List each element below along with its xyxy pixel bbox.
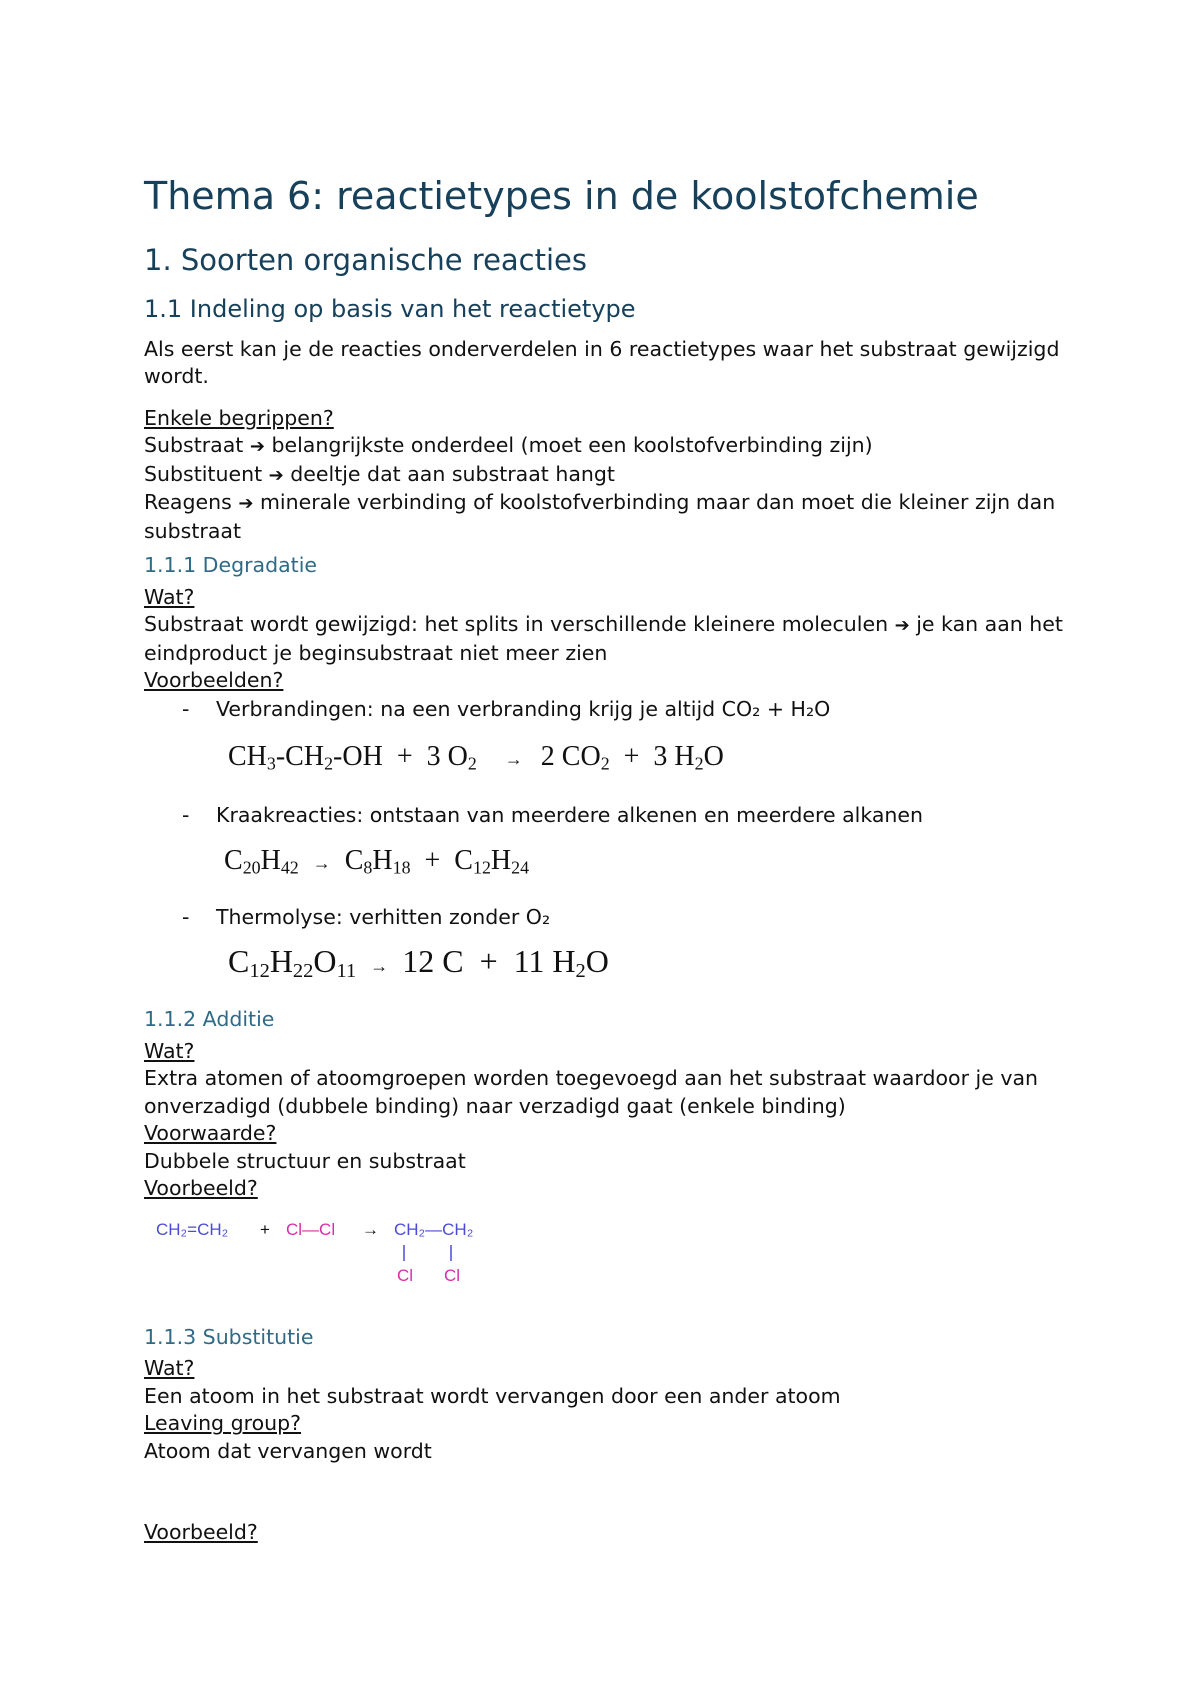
- degradatie-description: Substraat wordt gewijzigd: het splits in verschillende kleinere moleculen ➔ je kan aan het eindproduct je beginsubstraat niet meer zien: [144, 612, 1063, 665]
- document-content: [144, 174, 1074, 1547]
- plus-sign: +: [260, 1219, 270, 1239]
- begrippen-label: Enkele begrippen?: [144, 405, 334, 430]
- equation-cracking: $C_{20}H_{42} \to C_8H_{18} + C_{12}H_{24}$: [224, 844, 530, 878]
- wat-label: Wat?: [144, 1356, 195, 1381]
- addition-reaction-diagram: [154, 1213, 494, 1293]
- substitutie-description: Een atoom in het substraat wordt vervangen door een ander atoom: [144, 1383, 841, 1408]
- chlorine-atom: Cl: [397, 1265, 414, 1285]
- equation-combustion: $CH_3-CH_2-OH + 3$ $O_2 \to 2$ $CO_2 + 3$ $H_2O$: [228, 740, 724, 774]
- subsection-heading: 1.1 Indeling op basis van het reactietype: [144, 294, 636, 323]
- section-heading: 1. Soorten organische reacties: [144, 242, 588, 277]
- voorbeelden-label: Voorbeelden?: [144, 668, 284, 693]
- list-item: - Thermolyse: verhitten zonder O₂: [182, 904, 551, 929]
- heading-degradatie: 1.1.1 Degradatie: [144, 553, 317, 578]
- equation-thermolysis: $C_{12}H_{22}O_{11} \to 12$ C + 11 $H_2O$: [228, 942, 609, 983]
- product-chain: CH₂—CH₂: [394, 1219, 474, 1239]
- heading-additie: 1.1.2 Additie: [144, 1006, 275, 1031]
- additie-description: Extra atomen of atoomgroepen worden toegevoegd aan het substraat waardoor je van onverzadigd (dubbele binding) naar verzadigd gaat (enkele binding): [144, 1066, 1039, 1118]
- heading-substitutie: 1.1.3 Substitutie: [144, 1324, 314, 1349]
- voorwaarde-label: Voorwaarde?: [144, 1121, 277, 1146]
- list-item: - Kraakreacties: ontstaan van meerdere alkenen en meerdere alkanen: [182, 802, 924, 827]
- definition-reagens: Reagens ➔ minerale verbinding of koolstofverbinding maar dan moet die kleiner zijn dan substraat: [144, 490, 1056, 543]
- definition-substraat: Substraat ➔ belangrijkste onderdeel (moet een koolstofverbinding zijn): [144, 433, 873, 458]
- reactant-chlorine: Cl—Cl: [286, 1219, 336, 1239]
- wat-label: Wat?: [144, 584, 195, 609]
- definition-substituent: Substituent ➔ deeltje dat aan substraat hangt: [144, 461, 615, 486]
- chlorine-atom: Cl: [444, 1265, 461, 1285]
- reactant-ethene: CH₂=CH₂: [156, 1219, 229, 1239]
- wat-label: Wat?: [144, 1038, 195, 1063]
- page-title: Thema 6: reactietypes in de koolstofchemie: [144, 174, 979, 218]
- arrow-right-icon: ➔: [238, 493, 254, 515]
- arrow-right-icon: ➔: [894, 615, 910, 637]
- voorbeeld-label: Voorbeeld?: [144, 1176, 258, 1201]
- leaving-group-text: Atoom dat vervangen wordt: [144, 1438, 432, 1463]
- voorbeeld-label: Voorbeeld?: [144, 1520, 258, 1545]
- reaction-arrow-icon: →: [362, 1219, 379, 1239]
- intro-paragraph: Als eerst kan je de reacties onderverdelen in 6 reactietypes waar het substraat gewijzigd wordt.: [144, 336, 1060, 389]
- arrow-right-icon: ➔: [268, 464, 284, 486]
- arrow-right-icon: ➔: [249, 436, 265, 458]
- list-item: - Verbrandingen: na een verbranding krijg je altijd CO₂ + H₂O: [182, 696, 831, 721]
- voorwaarde-text: Dubbele structuur en substraat: [144, 1148, 466, 1173]
- leaving-group-label: Leaving group?: [144, 1411, 302, 1436]
